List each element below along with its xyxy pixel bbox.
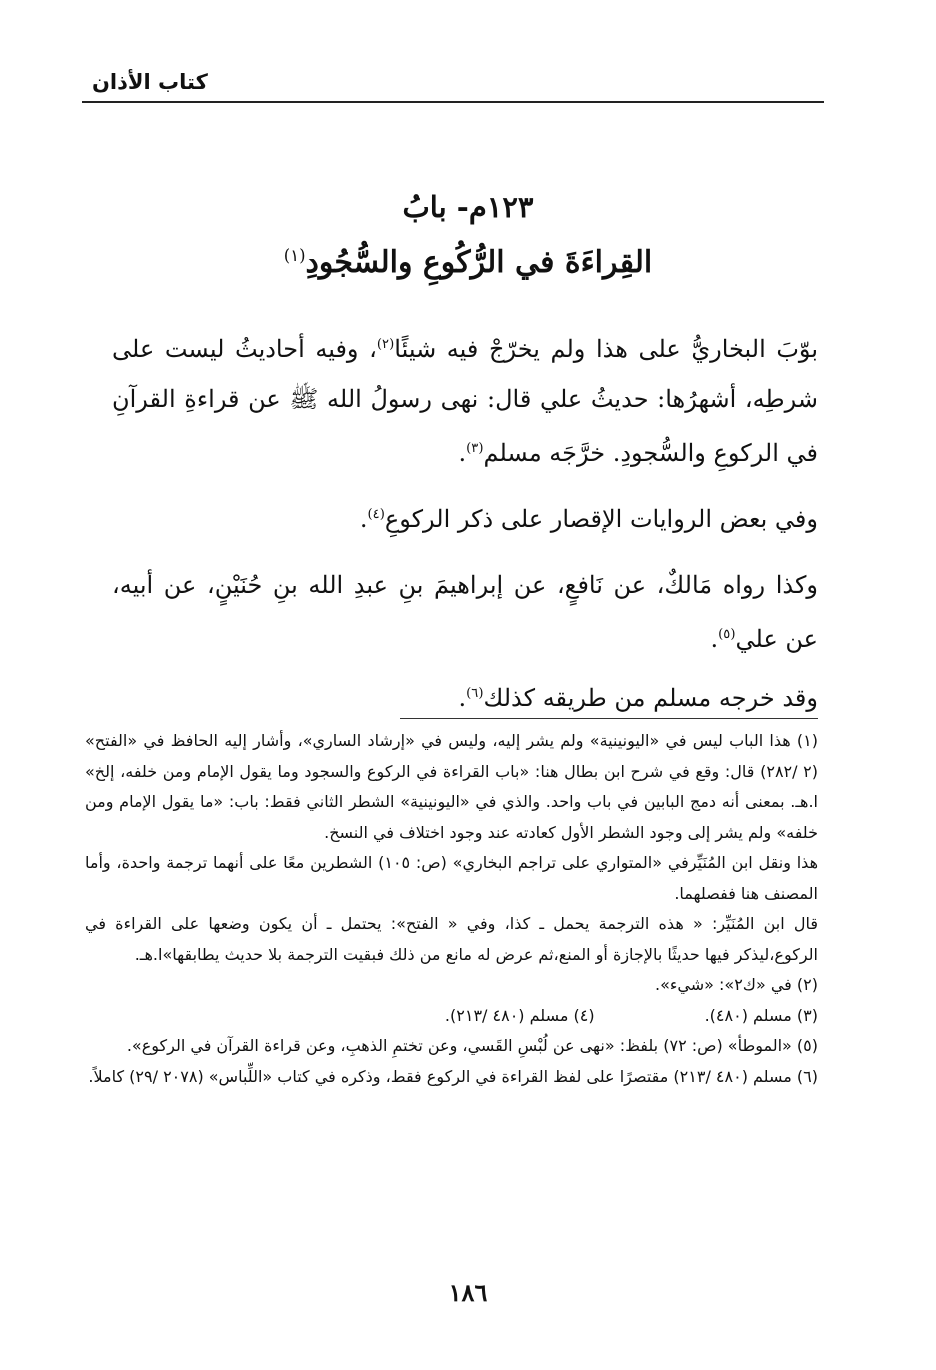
paragraph-end: . <box>458 439 467 467</box>
footnote-rule <box>400 718 818 719</box>
footnote: (٤) مسلم (٤٨٠ /٢١٣). <box>444 1005 595 1025</box>
paragraph-text: وكذا رواه مَالكٌ، عن نَافعٍ، عن إبراهيمَ بنِ عبدِ الله بنِ حُنَيْنٍ، عن أبيه، عن علي <box>112 571 818 653</box>
paragraph-end: . <box>710 625 719 653</box>
paragraph-text: بوّبَ البخاريُّ على هذا ولم يخرّجْ فيه شيئًا <box>394 335 819 363</box>
footnote: قال ابن المُنَيِّر: « هذه الترجمة يحمل ـ كذا، وفي « الفتح»: يحتمل ـ أن يكون وضعها على القراءة في الركوع،ليذكر فيها حديثًا بالإجازة أو المنع،ثم عرض له مانع من ذلك فبقيت الترجمة بلا حديث يطابقها»ا.هـ. <box>85 914 818 964</box>
footnote: (٥) «الموطأ» (ص: ٧٢) بلفظ: «نهى عن لُبْسِ القَسي، وعن تختمِ الذهبِ، وعن قراءة القرآن في الركوع». <box>126 1036 818 1055</box>
footnote: (٦) مسلم (٤٨٠ /٢١٣) مقتصرًا على لفظ القراءة في الركوع فقط، وذكره في كتاب «اللِّباس» (٢٠٧٨ /٢٩) كاملاً. <box>88 1066 818 1086</box>
footnote-ref: (٢) <box>376 337 395 352</box>
footnote-ref: (٣) <box>466 441 484 456</box>
running-title: كتاب الأذان <box>92 70 208 94</box>
page-number: ١٨٦ <box>448 1278 488 1307</box>
footnote-ref: (٥) <box>718 627 736 642</box>
footnote: هذا ونقل ابن المُنَيِّرفي «المتواري على تراجم البخاري» (ص: ١٠٥) الشطرين معًا على أنهما ترجمة واحدة، وأما المصنف هنا ففصلهما. <box>85 853 819 903</box>
paragraph-end: . <box>458 684 467 712</box>
footnote: (٣) مسلم (٤٨٠). <box>704 1005 818 1025</box>
paragraph-text: وقد خرجه مسلم من طريقه كذلك <box>483 684 818 712</box>
paragraph-end: . <box>359 505 368 533</box>
footnote: (١) هذا الباب ليس في «اليونينية» ولم يشر إليه، وليس في «إرشاد الساري»، وأشار إليه الحافظ في «الفتح» (٢ /٢٨٢) قال: وقع في شرح ابن بطال هنا: «باب القراءة في الركوع والسجود وما يقول الإمام ومن خلفه، إلخ» ا.هـ. بمعنى أنه دمج البابين في باب واحد. والذي في «اليونينية» الشطر الثاني فقط: باب: «ما يقول الإمام ومن خلفه» ولم يشر إلى وجود الشطر الأول كعادته عند وجود اختلاف في النسخ. <box>85 731 819 842</box>
chapter-number: ١٢٣م- بابُ <box>402 190 534 224</box>
chapter-title <box>120 245 816 280</box>
paragraph-text: ، وفيه أحاديثُ ليست على شرطِه، أشهرُها: حديثُ علي قال: نهى رسولُ الله ﷺ عن قراءةِ القرآنِ في الركوعِ والسُّجودِ. خرَّجَه مسلم <box>112 335 818 467</box>
spacer <box>595 1001 705 1032</box>
footnote-row <box>85 1001 818 1032</box>
footnote-ref: (١) <box>283 246 306 265</box>
footnotes <box>85 726 818 1092</box>
header-rule <box>82 101 824 103</box>
chapter-title-text: القِراءَةَ في الرُّكُوعِ والسُّجُودِ <box>305 245 653 280</box>
body-paragraph <box>112 560 818 664</box>
footnote-ref: (٦) <box>466 686 484 701</box>
paragraph-text: وفي بعض الروايات الإقصار على ذكر الركوعِ <box>384 505 818 533</box>
footnote-ref: (٤) <box>367 507 385 522</box>
footnote: (٢) في «ك٢»: «شيء». <box>654 975 818 994</box>
body-paragraph <box>112 669 818 723</box>
body-paragraph <box>112 320 818 478</box>
body-paragraph <box>112 490 818 544</box>
